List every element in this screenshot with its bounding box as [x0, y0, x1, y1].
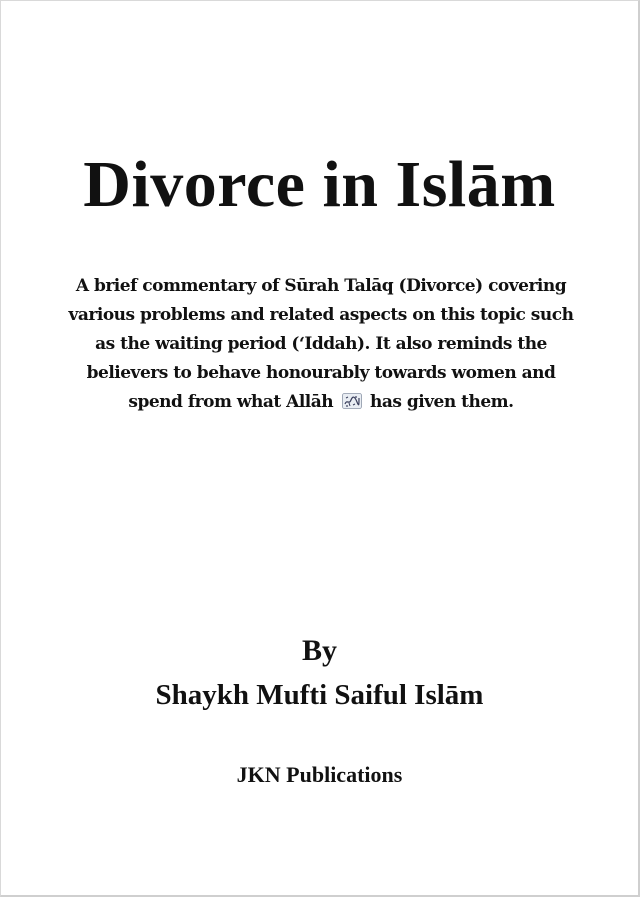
publisher-name: JKN Publications — [236, 762, 403, 787]
description-line-5-start: spend from what Allāh — [128, 392, 334, 412]
description-line-5-end: has given them. — [369, 392, 514, 412]
arabic-honorific-calligraphy-icon — [342, 393, 362, 409]
book-description — [51, 272, 591, 417]
description-line-4: believers to behave honourably towards women and — [86, 363, 556, 383]
book-title: Divorce in Islām — [83, 148, 556, 221]
by-label: By — [301, 634, 337, 667]
description-line-2: various problems and related aspects on this topic such — [68, 305, 574, 325]
description-line-3: as the waiting period (‘Iddah). It also reminds the — [95, 334, 547, 354]
author-name: Shaykh Mufti Saiful Islām — [155, 679, 484, 711]
description-line-1: A brief commentary of Sūrah Talāq (Divorce) covering — [75, 276, 567, 296]
